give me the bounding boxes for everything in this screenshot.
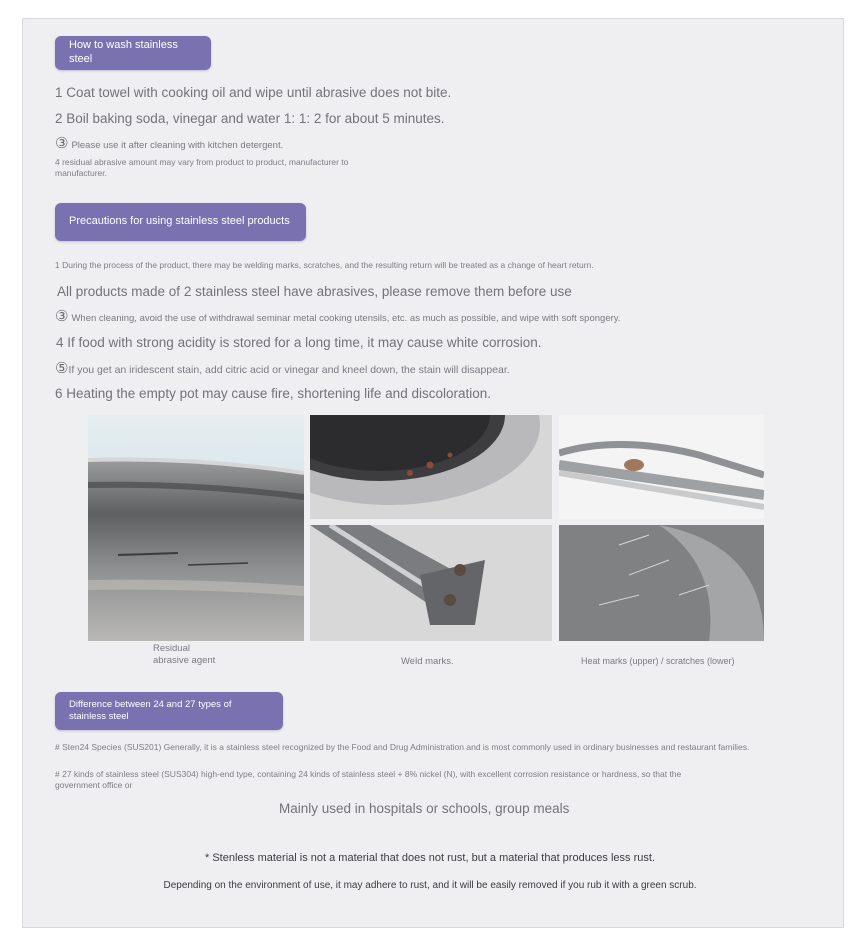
wash-step-3 bbox=[55, 134, 283, 152]
wash-step-4: 4 residual abrasive amount may vary from product to product, manufacturer to manufacturer. bbox=[55, 157, 349, 179]
rust-detail: Depending on the environment of use, it may adhere to rust, and it will be easily removed if you rub it with a green scrub. bbox=[163, 880, 697, 891]
step-marker-5: ⑤ bbox=[55, 360, 69, 377]
section-title: How to wash stainless steel bbox=[69, 39, 178, 65]
handle-heat-image bbox=[559, 415, 764, 519]
caption-heat-scratch: Heat marks (upper) / scratches (lower) bbox=[581, 656, 735, 666]
pot-rim-image bbox=[88, 415, 304, 641]
photo-weld-ring bbox=[310, 415, 552, 519]
precaution-1: 1 During the process of the product, there may be welding marks, scratches, and the resulting return will be treated as a change of heart return. bbox=[55, 260, 594, 270]
wash-step-3-text: Please use it after cleaning with kitchen detergent. bbox=[71, 140, 284, 151]
section-header-difference bbox=[55, 692, 283, 730]
precaution-4: 4 If food with strong acidity is stored for a long time, it may cause white corrosion. bbox=[56, 335, 542, 350]
caption-weld: Weld marks. bbox=[401, 656, 454, 667]
pot-ring-image bbox=[310, 415, 552, 519]
section-header-wash bbox=[55, 36, 211, 70]
scratched-pan-image bbox=[559, 525, 764, 641]
step-marker-3: ③ bbox=[55, 308, 69, 325]
photo-scratches bbox=[559, 525, 764, 641]
photo-weld-handle bbox=[310, 525, 552, 641]
precaution-3 bbox=[55, 307, 620, 325]
precaution-5-text: If you get an iridescent stain, add citric acid or vinegar and kneel down, the stain will disappear. bbox=[68, 364, 510, 376]
section-header-precautions bbox=[55, 203, 306, 241]
precaution-5 bbox=[55, 359, 510, 377]
sus201-description: # Sten24 Species (SUS201) Generally, it is a stainless steel recognized by the Food and Drug Administration and is most commonly used in ordinary businesses and restaurant families. bbox=[55, 742, 750, 752]
wash-step-2: 2 Boil baking soda, vinegar and water 1: 1: 2 for about 5 minutes. bbox=[55, 111, 445, 126]
photo-heat-marks bbox=[559, 415, 764, 519]
precaution-6: 6 Heating the empty pot may cause fire, shortening life and discoloration. bbox=[55, 386, 491, 401]
precaution-3-text: When cleaning, avoid the use of withdrawal seminar metal cooking utensils, etc. as much as possible, and wipe with soft spongery. bbox=[71, 313, 621, 324]
precaution-2: All products made of 2 stainless steel have abrasives, please remove them before use bbox=[57, 284, 572, 299]
wash-step-1: 1 Coat towel with cooking oil and wipe until abrasive does not bite. bbox=[55, 85, 452, 100]
section-title: Difference between 24 and 27 types of stainless steel bbox=[69, 699, 232, 722]
caption-residual: Residual abrasive agent bbox=[153, 643, 216, 667]
rust-note: * Stenless material is not a material that does not rust, but a material that produces less rust. bbox=[205, 852, 655, 864]
step-marker-3: ③ bbox=[55, 135, 69, 152]
sus304-description: # 27 kinds of stainless steel (SUS304) high-end type, containing 24 kinds of stainless steel + 8% nickel (N), with excellent corrosion resistance or hardness, so that the government office or bbox=[55, 769, 682, 791]
section-title: Precautions for using stainless steel products bbox=[69, 215, 290, 228]
photo-residual-abrasive bbox=[88, 415, 304, 641]
usage-note: Mainly used in hospitals or schools, group meals bbox=[279, 801, 570, 816]
handle-weld-image bbox=[310, 525, 552, 641]
